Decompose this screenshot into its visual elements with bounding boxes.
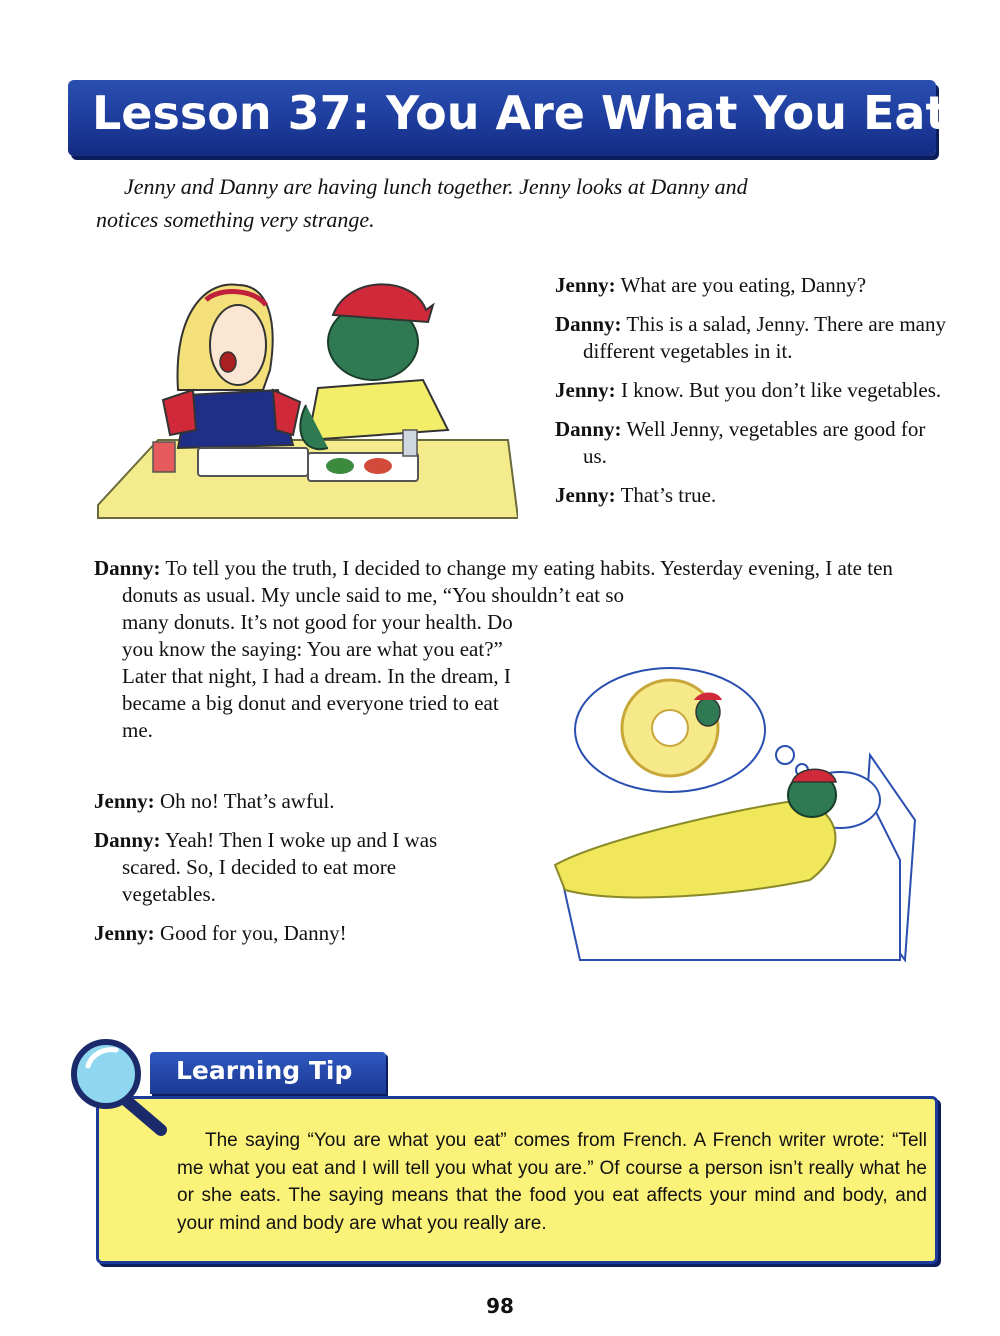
dialogue-text: Yeah! Then I woke up and I was scared. So, I decided to eat more vegetables. [122,828,438,906]
page-title: Lesson 37: You Are What You Eat! [92,86,969,140]
speaker-name: Danny: [94,556,161,580]
learning-tip-tab [150,1052,386,1094]
speaker-name: Jenny: [94,789,155,813]
intro-line-2: notices something very strange. [96,207,375,232]
lunch-illustration [78,270,518,525]
title-banner [68,80,969,156]
dialogue-text: This is a salad, Jenny. There are many different vegetables in it. [583,312,946,363]
speaker-name: Jenny: [555,378,616,402]
speaker-name: Jenny: [94,921,155,945]
speaker-name: Jenny: [555,273,616,297]
dream-illustration [540,660,950,980]
speaker-name: Danny: [555,312,622,336]
dialogue-line [555,416,953,470]
dialogue-line [555,482,955,509]
dialogue-line [555,377,943,404]
dialogue-line [94,555,934,609]
dialogue-text: Well Jenny, vegetables are good for us. [583,417,926,468]
page-number: 98 [486,1294,514,1318]
dialogue-text: Oh no! That’s awful. [159,789,335,813]
dialogue-text: Good for you, Danny! [159,921,347,945]
dialogue-text: I know. But you don’t like vegetables. [620,378,942,402]
learning-tip-text [177,1127,927,1237]
dialogue-text: To tell you the truth, I decided to change my eating habits. Yesterday evening, I ate ten donuts as usual. My uncle said to me, “You shouldn’t eat so [122,556,893,607]
dialogue-line [94,920,514,947]
dialogue-right [555,272,955,521]
dialogue-text: That’s true. [620,483,717,507]
intro-line-1: Jenny and Danny are having lunch together. Jenny looks at Danny and [124,174,748,199]
dialogue-line [555,272,955,299]
dialogue-line [555,311,955,365]
intro-paragraph [96,170,906,236]
dialogue-text-continued: many donuts. It’s not good for your health. Do you know the saying: You are what you eat?” Later that night, I had a dream. In the dream, I became a big donut and everyone tried to eat me. [122,610,513,742]
learning-tip-heading: Learning Tip [176,1056,353,1085]
magnifier-icon [66,1036,176,1136]
speaker-name: Danny: [94,828,161,852]
learning-tip-box [96,1096,938,1264]
dialogue-bottom [94,788,514,959]
learning-tip-body: The saying “You are what you eat” comes from French. A French writer wrote: “Tell me what you eat and I will tell you what you are.” Of course a person isn’t really what he or she eats. The saying means that the food you eat affects your mind and body, and your mind and body are what you really are. [177,1130,927,1234]
speaker-name: Danny: [555,417,622,441]
dialogue-line [94,827,492,908]
dialogue-text: What are you eating, Danny? [620,273,867,297]
speaker-name: Jenny: [555,483,616,507]
dialogue-line [94,788,514,815]
